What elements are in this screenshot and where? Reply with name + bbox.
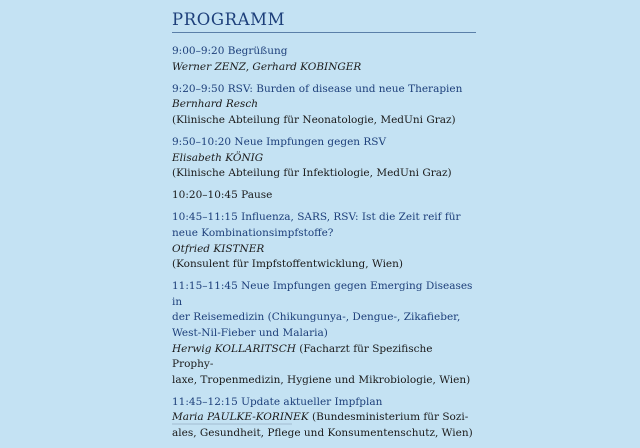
item-affiliation-line-1: (Bundesministerium für Sozi- — [308, 411, 469, 424]
item-speaker: Werner ZENZ, Gerhard KOBINGER — [172, 60, 362, 73]
item-affiliation: (Konsulent für Impfstoffentwicklung, Wien) — [172, 258, 403, 271]
item-break: 10:20–10:45 Pause — [172, 189, 273, 202]
heading-divider — [172, 32, 476, 33]
cropped-next-line — [172, 419, 302, 427]
item-title-line-1: 10:45–11:15 Influenza, SARS, RSV: Ist die Zeit reif für — [172, 211, 461, 224]
program-page — [172, 0, 476, 448]
item-title-line-1: 11:15–11:45 Neue Impfungen gegen Emerging Diseases in — [172, 280, 473, 308]
program-item-6 — [172, 279, 476, 388]
item-title-line-3: West-Nil-Fieber und Malaria) — [172, 327, 328, 339]
program-item-1 — [172, 44, 476, 75]
item-affiliation: (Klinische Abteilung für Infektiologie, MedUni Graz) — [172, 167, 452, 180]
item-speaker: Elisabeth KÖNIG — [172, 151, 264, 164]
page-title: PROGRAMM — [172, 10, 286, 29]
cropped-text-fragment — [172, 423, 292, 425]
program-item-5 — [172, 210, 476, 272]
item-speaker: Otfried KISTNER — [172, 242, 265, 255]
program-list — [172, 44, 476, 442]
item-speaker: Herwig KOLLARITSCH — [172, 342, 296, 355]
item-affiliation-line-1: (Facharzt für Spezifische Prophy- — [172, 342, 433, 371]
item-title: 11:45–12:15 Update aktueller Impfplan — [172, 395, 383, 408]
item-title: 9:50–10:20 Neue Impfungen gegen RSV — [172, 135, 387, 148]
item-speaker: Maria PAULKE-KORINEK — [172, 411, 309, 424]
item-title-line-2: neue Kombinationsimpfstoffe? — [172, 226, 334, 239]
item-affiliation-line-2: ales, Gesundheit, Pflege und Konsumentenschutz, Wien) — [172, 427, 473, 440]
item-title: 9:20–9:50 RSV: Burden of disease und neue Therapien — [172, 82, 463, 95]
item-speaker-line — [172, 342, 476, 373]
program-item-3 — [172, 135, 476, 182]
program-item-pause — [172, 188, 476, 204]
item-affiliation-line-2: laxe, Tropenmedizin, Hygiene und Mikrobiologie, Wien) — [172, 373, 471, 386]
item-title: 9:00–9:20 Begrüßung — [172, 45, 288, 57]
item-title-line-2: der Reisemedizin (Chikungunya-, Dengue-, Zikafieber, — [172, 311, 461, 324]
item-affiliation: (Klinische Abteilung für Neonatologie, MedUni Graz) — [172, 113, 456, 126]
item-speaker: Bernhard Resch — [172, 98, 258, 111]
program-item-2 — [172, 82, 476, 129]
